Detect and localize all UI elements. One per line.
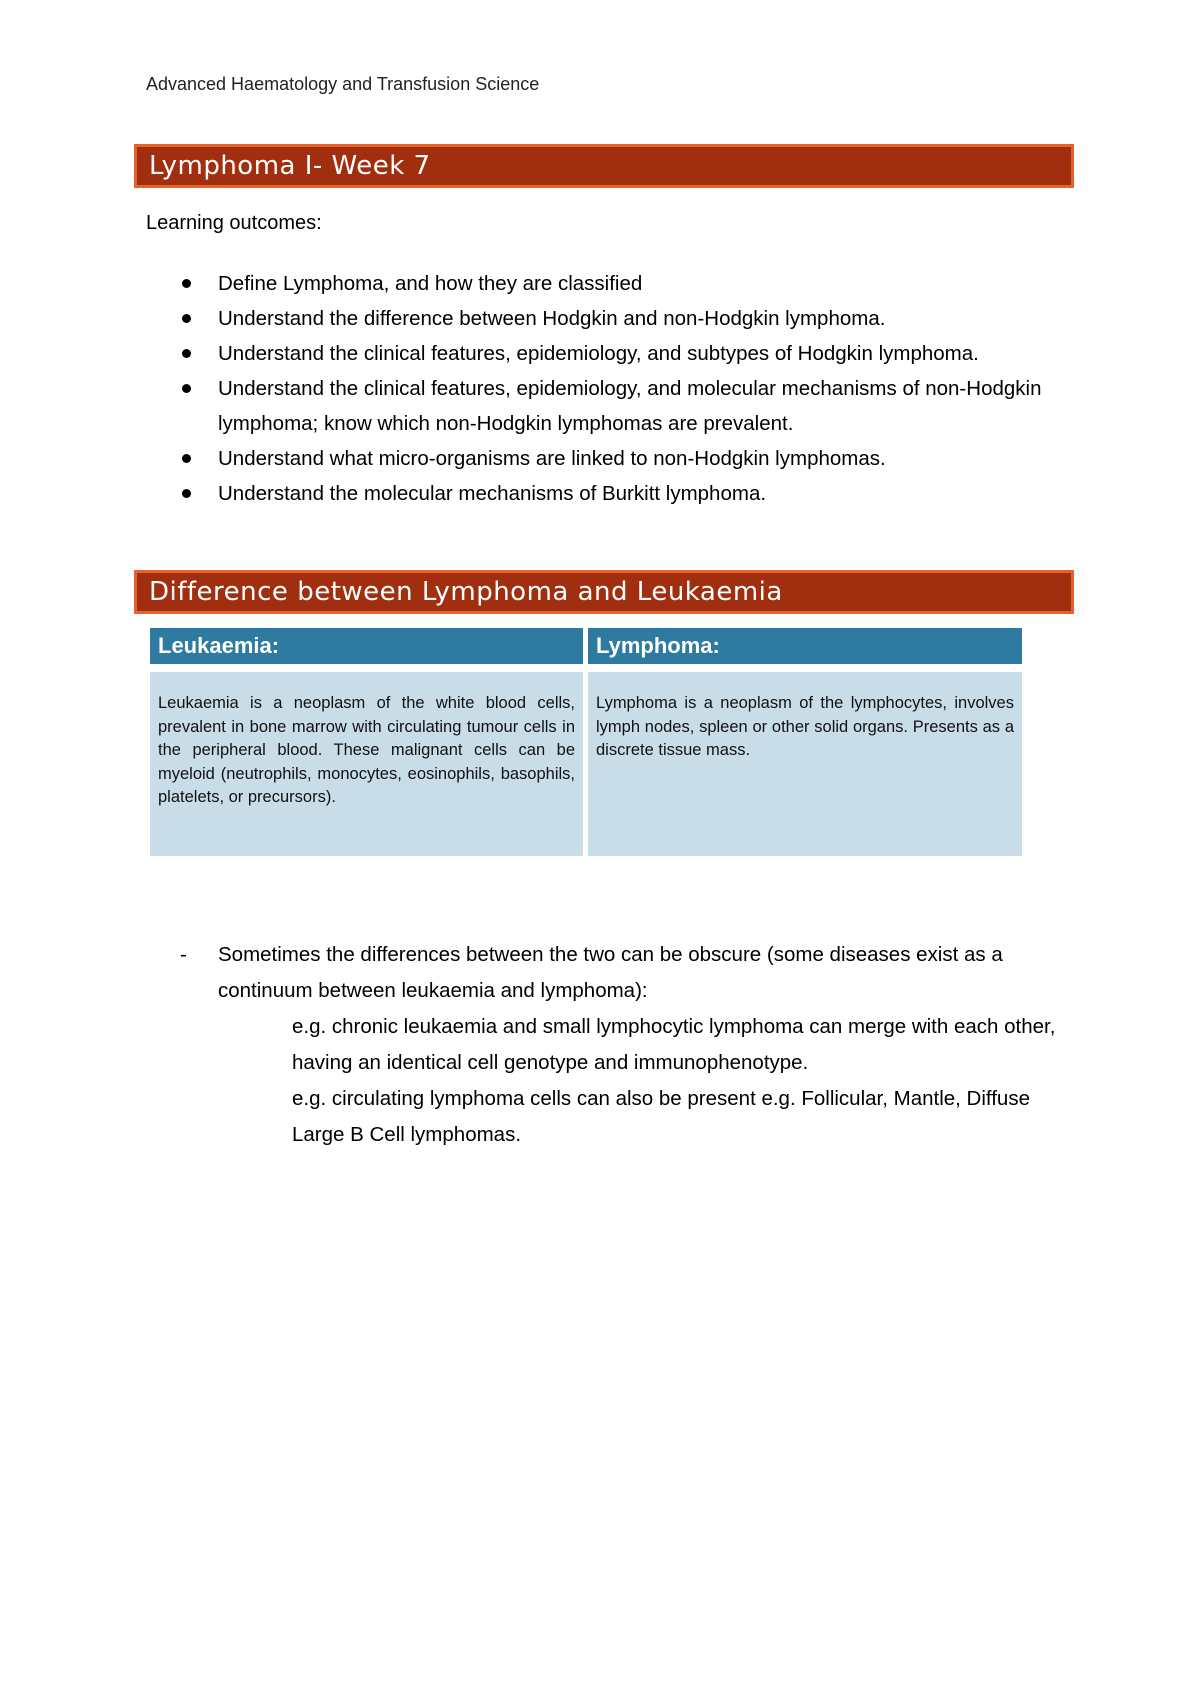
note-item bbox=[146, 937, 1066, 1009]
example-circulating-lymphoma: e.g. circulating lymphoma cells can also be present e.g. Follicular, Mantle, Diffuse Large B Cell lymphomas. bbox=[292, 1087, 1030, 1146]
list-item: Understand the molecular mechanisms of Burkitt lymphoma. bbox=[146, 476, 1066, 511]
notes-section bbox=[146, 937, 1066, 1153]
running-header: Advanced Haematology and Transfusion Science bbox=[146, 74, 540, 94]
example-chronic-leukaemia: e.g. chronic leukaemia and small lymphocytic lymphoma can merge with each other, having an identical cell genotype and immunophenotype. bbox=[292, 1015, 1056, 1074]
leukaemia-description: Leukaemia is a neoplasm of the white blood cells, prevalent in bone marrow with circulating tumour cells in the peripheral blood. These malignant cells can be myeloid (neutrophils, monocytes, eosinophils, basophils, platelets, or precursors). bbox=[150, 672, 583, 856]
learning-outcomes-list bbox=[146, 266, 1066, 511]
list-item: Understand the clinical features, epidemiology, and molecular mechanisms of non-Hodgkin lymphoma; know which non-Hodgkin lymphomas are prevalent. bbox=[146, 371, 1066, 441]
section-title-lymphoma-week7: Lymphoma I- Week 7 bbox=[134, 144, 1074, 188]
list-item: Define Lymphoma, and how they are classified bbox=[146, 266, 1066, 301]
list-item: Understand what micro-organisms are linked to non-Hodgkin lymphomas. bbox=[146, 441, 1066, 476]
dash-bullet: - bbox=[180, 943, 187, 966]
list-item: Understand the difference between Hodgkin and non-Hodgkin lymphoma. bbox=[146, 301, 1066, 336]
lymphoma-header: Lymphoma: bbox=[588, 628, 1022, 664]
section-title-difference: Difference between Lymphoma and Leukaemia bbox=[134, 570, 1074, 614]
comparison-table bbox=[150, 628, 1022, 856]
learning-outcomes-label: Learning outcomes: bbox=[146, 212, 322, 234]
note-text: Sometimes the differences between the two can be obscure (some diseases exist as a continuum between leukaemia and lymphoma): bbox=[218, 943, 1003, 1002]
list-item: Understand the clinical features, epidemiology, and subtypes of Hodgkin lymphoma. bbox=[146, 336, 1066, 371]
leukaemia-header: Leukaemia: bbox=[150, 628, 583, 664]
lymphoma-description: Lymphoma is a neoplasm of the lymphocytes, involves lymph nodes, spleen or other solid organs. Presents as a discrete tissue mass. bbox=[588, 672, 1022, 856]
